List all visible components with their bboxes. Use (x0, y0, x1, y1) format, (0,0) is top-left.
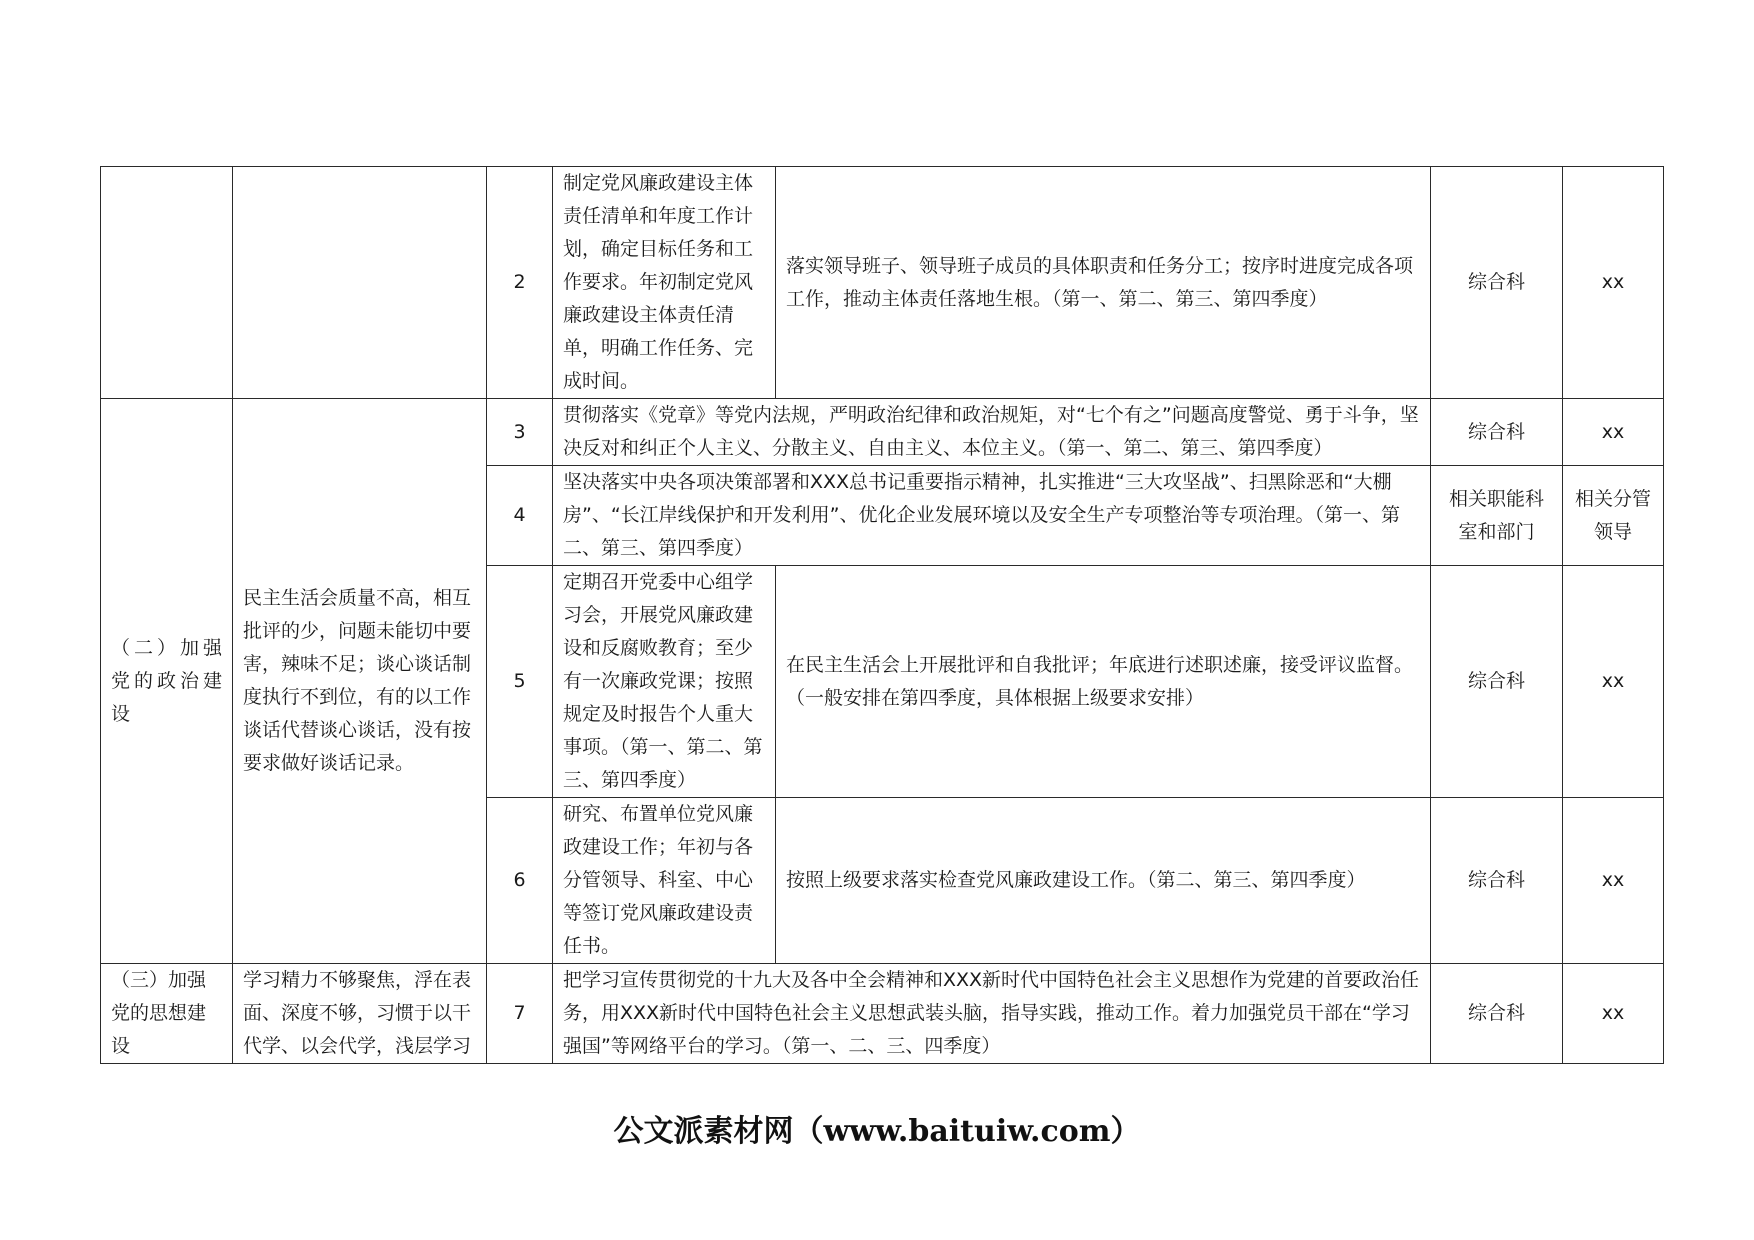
table-row (101, 167, 1664, 399)
measure-detail-cell: 按照上级要求落实检查党风廉政建设工作。（第二、第三、第四季度） (776, 798, 1431, 964)
responsibility-table (100, 166, 1664, 1064)
measure-short-cell: 定期召开党委中心组学习会，开展党风廉政建设和反腐败教育；至少有一次廉政党课；按照规定及时报告个人重大事项。（第一、第二、第三、第四季度） (553, 566, 776, 798)
watermark-footer: 公文派素材网（www.baituiw.com） (613, 1114, 1141, 1149)
measure-detail-cell: 落实领导班子、领导班子成员的具体职责和任务分工；按序时进度完成各项工作，推动主体责任落地生根。（第一、第二、第三、第四季度） (776, 167, 1431, 399)
dept-cell: 相关职能科室和部门 (1431, 466, 1563, 566)
leader-cell: xx (1563, 566, 1664, 798)
row-number: 6 (487, 798, 553, 964)
problem-cell (233, 167, 487, 399)
leader-cell: xx (1563, 964, 1664, 1064)
leader-cell: xx (1563, 167, 1664, 399)
dept-cell: 综合科 (1431, 964, 1563, 1064)
problem-cell: 学习精力不够聚焦，浮在表面、深度不够，习惯于以干代学、以会代学，浅层学习 (233, 964, 487, 1064)
row-number: 4 (487, 466, 553, 566)
dept-cell: 综合科 (1431, 167, 1563, 399)
table-row (101, 399, 1664, 466)
row-number: 2 (487, 167, 553, 399)
category-cell: （二）加强党的政治建设 (101, 399, 233, 964)
row-number: 3 (487, 399, 553, 466)
table-row (101, 964, 1664, 1064)
measure-detail-cell: 在民主生活会上开展批评和自我批评；年底进行述职述廉，接受评议监督。（一般安排在第四季度，具体根据上级要求安排） (776, 566, 1431, 798)
leader-cell: xx (1563, 399, 1664, 466)
leader-cell: 相关分管领导 (1563, 466, 1664, 566)
measure-cell: 贯彻落实《党章》等党内法规，严明政治纪律和政治规矩，对“七个有之”问题高度警觉、勇于斗争，坚决反对和纠正个人主义、分散主义、自由主义、本位主义。（第一、第二、第三、第四季度） (553, 399, 1431, 466)
leader-cell: xx (1563, 798, 1664, 964)
row-number: 5 (487, 566, 553, 798)
problem-cell: 民主生活会质量不高，相互批评的少，问题未能切中要害，辣味不足；谈心谈话制度执行不到位，有的以工作谈话代替谈心谈话，没有按要求做好谈话记录。 (233, 399, 487, 964)
measure-cell: 把学习宣传贯彻党的十九大及各中全会精神和XXX新时代中国特色社会主义思想作为党建的首要政治任务，用XXX新时代中国特色社会主义思想武装头脑，指导实践，推动工作。着力加强党员干部在“学习强国”等网络平台的学习。（第一、二、三、四季度） (553, 964, 1431, 1064)
dept-cell: 综合科 (1431, 798, 1563, 964)
dept-cell: 综合科 (1431, 566, 1563, 798)
measure-short-cell: 研究、布置单位党风廉政建设工作；年初与各分管领导、科室、中心等签订党风廉政建设责任书。 (553, 798, 776, 964)
category-cell: （三）加强党的思想建设 (101, 964, 233, 1064)
dept-cell: 综合科 (1431, 399, 1563, 466)
measure-short-cell: 制定党风廉政建设主体责任清单和年度工作计划，确定目标任务和工作要求。年初制定党风廉政建设主体责任清单，明确工作任务、完成时间。 (553, 167, 776, 399)
row-number: 7 (487, 964, 553, 1064)
category-cell (101, 167, 233, 399)
measure-cell: 坚决落实中央各项决策部署和XXX总书记重要指示精神，扎实推进“三大攻坚战”、扫黑除恶和“大棚房”、“长江岸线保护和开发利用”、优化企业发展环境以及安全生产专项整治等专项治理。（第一、第二、第三、第四季度） (553, 466, 1431, 566)
